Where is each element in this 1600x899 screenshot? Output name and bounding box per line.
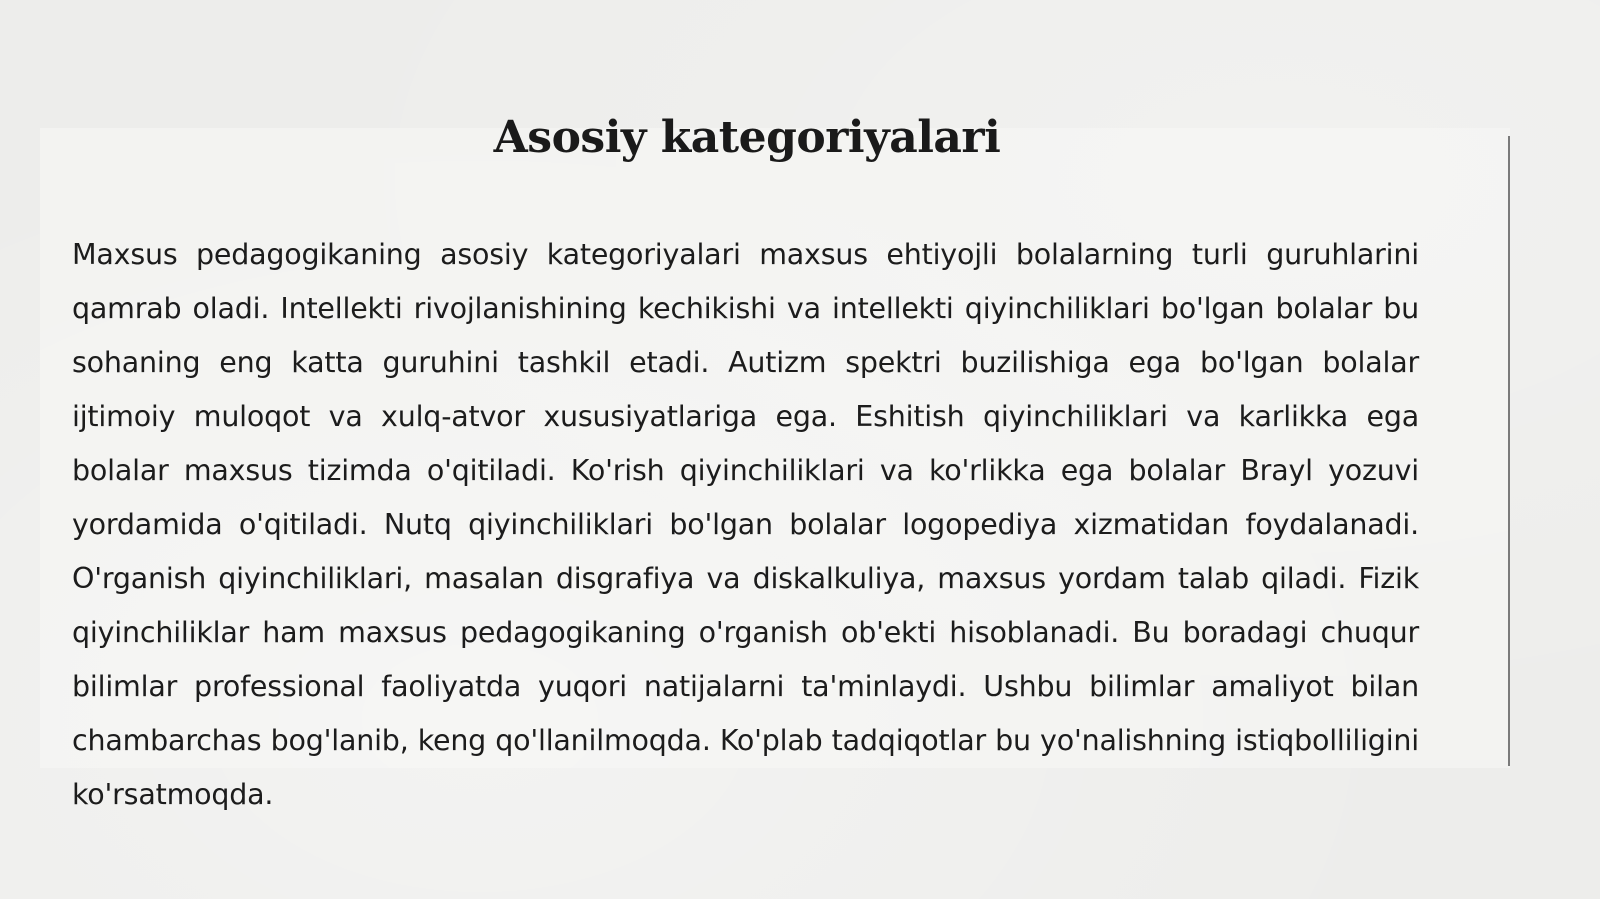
vertical-divider: [1508, 136, 1510, 766]
slide-body-text: Maxsus pedagogikaning asosiy kategoriyalari maxsus ehtiyojli bolalarning turli guruhlarini qamrab oladi. Intellekti rivojlanishining kechikishi va intellekti qiyinchiliklari bo'lgan bolalar bu sohaning eng katta guruhini tashkil etadi. Autizm spektri buzilishiga ega bo'lgan bolalar ijtimoiy muloqot va xulq-atvor xususiyatlariga ega. Eshitish qiyinchiliklari va karlikka ega bolalar maxsus tizimda o'qitiladi. Ko'rish qiyinchiliklari va ko'rlikka ega bolalar Brayl yozuvi yordamida o'qitiladi. Nutq qiyinchiliklari bo'lgan bolalar logopediya xizmatidan foydalanadi. O'rganish qiyinchiliklari, masalan disgrafiya va diskalkuliya, maxsus yordam talab qiladi. Fizik qiyinchiliklar ham maxsus pedagogikaning o'rganish ob'ekti hisoblanadi. Bu boradagi chuqur bilimlar professional faoliyatda yuqori natijalarni ta'minlaydi. Ushbu bilimlar amaliyot bilan chambarchas bog'lanib, keng qo'llanilmoqda. Ko'plab tadqiqotlar bu yo'nalishning istiqbolliligini ko'rsatmoqda.: [72, 238, 1419, 811]
slide-title: Asosiy kategoriyalari: [493, 112, 1001, 163]
